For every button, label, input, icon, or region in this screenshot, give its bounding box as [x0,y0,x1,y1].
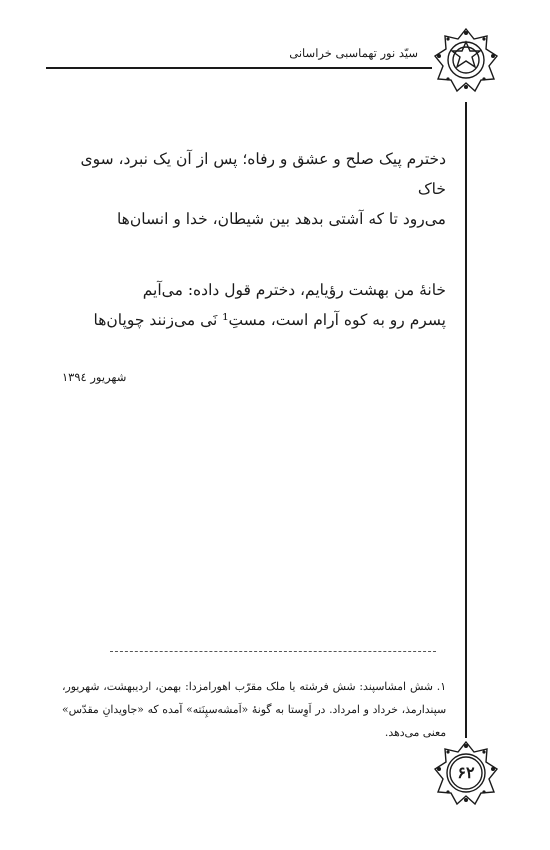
header-rule [46,67,432,69]
poem-stanza-2 [62,275,446,335]
poem-line: خانهٔ من بهشت رؤیایم، دخترم قول داده: می‌آیم [142,281,446,299]
running-header-title: سیّد نور تهماسبی خراسانی [289,46,418,60]
poem-line: پسرم رو به کوه آرام است، مستِ¹ نَی می‌زنند چوپان‌ها [93,311,446,329]
poem-stanza-1 [62,144,446,234]
poem-line: دخترم پیک صلح و عشق و رفاه؛ پس از آن یک نبرد، سوی خاک [80,150,446,198]
footnote-divider [110,651,436,652]
poem-line: می‌رود تا که آشتی بدهد بین شیطان، خدا و انسان‌ها [116,210,446,228]
rosette-ornament-icon [433,27,499,93]
margin-rule [465,102,467,738]
poem-date: شهریور ۱۳۹٤ [62,370,127,384]
footnote-text: ۱. شش امشاسپند: شش فرشته یا ملک مقرّب اهورامزدا: بهمن، اردیبهشت، شهریور، سپندارمذ، خرداد و امرداد. در اَوِستا به گونهٔ «اَمشه‌سپِنَته» آمده که «جاویدانِ مقدّس» معنی می‌دهد. [62,679,446,739]
page-number: ۶۲ [457,763,475,782]
